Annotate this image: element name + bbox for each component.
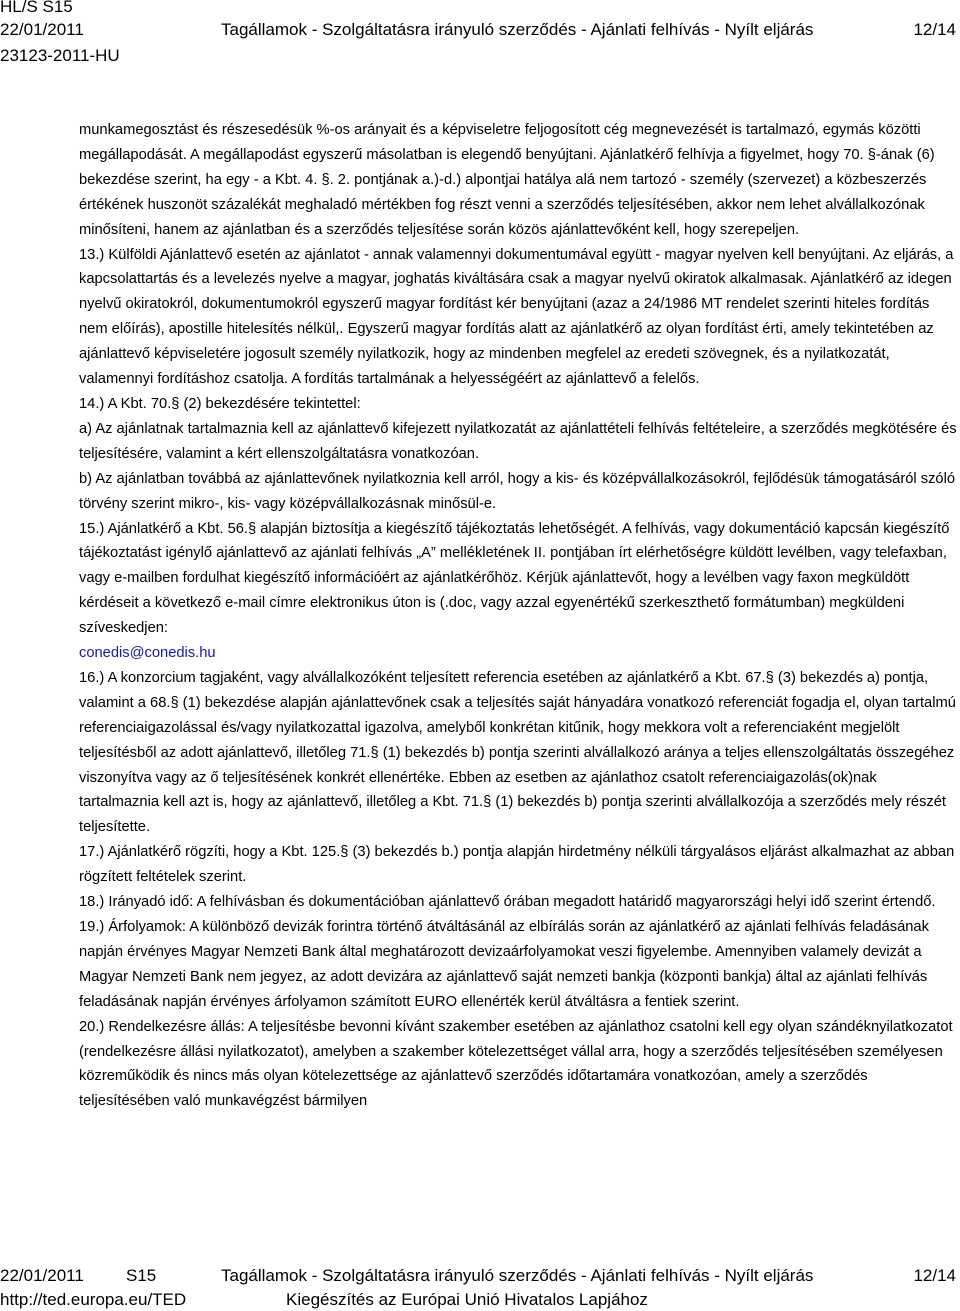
paragraph-16-references: 16.) A konzorcium tagjaként, vagy alvállalkozóként teljesített referencia esetében az ajánlatkérő a Kbt. 67.§ (3) bekezdés a) pontja, valamint a 68.§ (1) bekezdése alapján ajánlattevőnek csak a teljesítés saját hányadára vonatkozó referenciát fogadja el, olyan tartalmú referenciaigazolással és/vagy nyilatkozattal igazolva, amelyből konkrétan kitűnik, hogy mekkora volt a referenciaként megjelölt teljesítésből az adott ajánlattevő, illetőleg 71.§ (1) bekezdés b) pontja szerinti alvállalkozó aránya a teljes ellenszolgáltatás összegéhez viszonyítva vagy az ő teljesítésének konkrét ellenértéke. Ebben az esetben az ajánlathoz csatolt referenciaigazolás(ok)nak tartalmaznia kell azt is, hogy az ajánlattevő, illetőleg a Kbt. 71.§ (1) bekezdés b) pontja szerinti alvállalkozója a szerződés mely részét teljesítette. [79,669,956,836]
paragraph-18-time: 18.) Irányadó idő: A felhívásban és dokumentációban ajánlattevő órában megadott határidő magyarországi helyi idő szerint értendő. [79,894,936,911]
paragraph-15-information [79,517,959,666]
header-date: 22/01/2011 [0,20,84,39]
email-link[interactable]: conedis@conedis.hu [79,645,216,662]
footer-title: Tagállamok - Szolgáltatásra irányuló szerződés - Ajánlati felhívás - Nyílt eljárás [221,1266,814,1285]
paragraph-14a: a) Az ajánlatnak tartalmaznia kell az ajánlattevő kifejezett nyilatkozatát az ajánlattételi felhívás feltételeire, a szerződés megkötésére és teljesítésére, valamint a kért ellenszolgáltatásra vonatkozóan. [79,420,957,462]
footer-date: 22/01/2011 [0,1266,84,1285]
paragraph-20-availability: 20.) Rendelkezésre állás: A teljesítésbe bevonni kívánt szakember esetében az ajánlathoz csatolni kell egy olyan szándéknyilatkozatot (rendelkezésre állási nyilatkozatot), amelyben a szakember kötelezettséget vállal arra, hogy a szerződés teljesítésében személyesen közreműködik és nincs más olyan kötelezettsége az ajánlattevő szerződés időtartamára vonatkozóan, amely a szerződés teljesítésében való munkavégzést bármilyen [79,1018,953,1110]
header-page-number: 12/14 [913,20,956,39]
paragraph-17-negotiated: 17.) Ajánlatkérő rögzíti, hogy a Kbt. 125.§ (3) bekezdés b.) pontja alapján hirdetmény nélküli tárgyalásos eljárást alkalmazhat az abban rögzített feltételek szerint. [79,844,955,886]
footer-page-number: 12/14 [913,1266,956,1285]
paragraph-14-declarations: 14.) A Kbt. 70.§ (2) bekezdésére tekintettel: [79,395,361,412]
footer-url[interactable]: http://ted.europa.eu/TED [0,1290,187,1309]
doc-id: HL/S S15 [0,0,73,16]
paragraph-13-language: 13.) Külföldi Ajánlattevő esetén az ajánlatot - annak valamennyi dokumentumával együtt - magyar nyelven kell benyújtani. Az eljárás, a kapcsolattartás és a levelezés nyelve a magyar, joghatás kiváltására csak a magyar nyelvű okiratok alkalmasak. Ajánlatkérő az idegen nyelvű okiratokról, dokumentumokról egyszerű magyar fordítást kér benyújtani (azaz a 24/1986 MT rendelet szerinti hiteles fordítás nem előírás), apostille hitelesítés nélkül,. Egyszerű magyar fordítás alatt az ajánlatkérő az olyan fordítást érti, amely tekintetében az ajánlattevő képviseletére jogosult személy nyilatkozik, hogy az mindenben megfelel az eredeti szövegnek, és a nyilatkozatát, valamennyi fordításhoz csatolja. A fordítás tartalmának a helyességéért az ajánlattevő a felelős. [79,246,954,388]
paragraph-15-text: 15.) Ajánlatkérő a Kbt. 56.§ alapján biztosítja a kiegészítő tájékoztatás lehetőségét. A felhívás, vagy dokumentáció kapcsán kiegészítő tájékoztatást igénylő ajánlattevő az ajánlati felhívás „A” mellékletének II. pontjában írt elérhetőségre küldött levélben, vagy telefaxban, vagy e-mailben fordulhat kiegészítő információért az ajánlatkérőhöz. Kérjük ajánlattevőt, hogy a levélben vagy faxon megküldött kérdéseit a következő e-mail címre elektronikus úton is (.doc, vagy azzal egyenértékű szerkeszthető formátumban) megküldeni szíveskedjen: [79,520,950,637]
footer-publication: Kiegészítés az Európai Unió Hivatalos Lapjához [286,1290,648,1309]
paragraph-14b: b) Az ajánlatban továbbá az ajánlattevőnek nyilatkoznia kell arról, hogy a kis- és középvállalkozásokról, fejlődésük támogatásáról szóló törvény szerint mikro-, kis- vagy középvállalkozásnak minősül-e. [79,470,956,512]
footer-series: S15 [126,1266,157,1285]
page-footer [0,1262,960,1311]
paragraph-consortium: munkamegosztást és részesedésük %-os arányait és a képviseletre feljogosított cég megnevezését is tartalmazó, egymás közötti megállapodását. A megállapodást egyszerű másolatban is elegendő benyújtani. Ajánlatkérő felhívja a figyelmet, hogy 70. §-ának (6) bekezdése szerint, ha egy - a Kbt. 4. §. 2. pontjának a.)-d.) alpontjai hatálya alá nem tartozó - személy (szervezet) a közbeszerzés értékének huszonöt százalékát meghaladó mértékben fog részt venni a szerződés teljesítésében, akkor nem lehet alvállalkozónak minősíteni, hanem az ajánlatban és a szerződés teljesítése során közös ajánlattevőként kell, hogy szerepeljen. [79,122,935,238]
header-title: Tagállamok - Szolgáltatásra irányuló szerződés - Ajánlati felhívás - Nyílt eljárás [221,20,814,39]
notice-id: 23123-2011-HU [0,46,120,65]
page-header [0,0,960,74]
paragraph-19-exchange-rates: 19.) Árfolyamok: A különböző devizák forintra történő átváltásánál az elbírálás során az ajánlatkérő az ajánlati felhívás feladásának napján érvényes Magyar Nemzeti Bank által meghatározott devizaárfolyamokat veszi figyelembe. Amennyiben valamely devizát a Magyar Nemzeti Bank nem jegyez, az adott devizára az ajánlattevő saját nemzeti bankja (központi bankja) által az ajánlati felhívás feladásának napján érvényes árfolyamon számított EURO ellenérték kerül átváltásra a fentiek szerint. [79,919,929,1010]
notice-body [79,118,959,1114]
